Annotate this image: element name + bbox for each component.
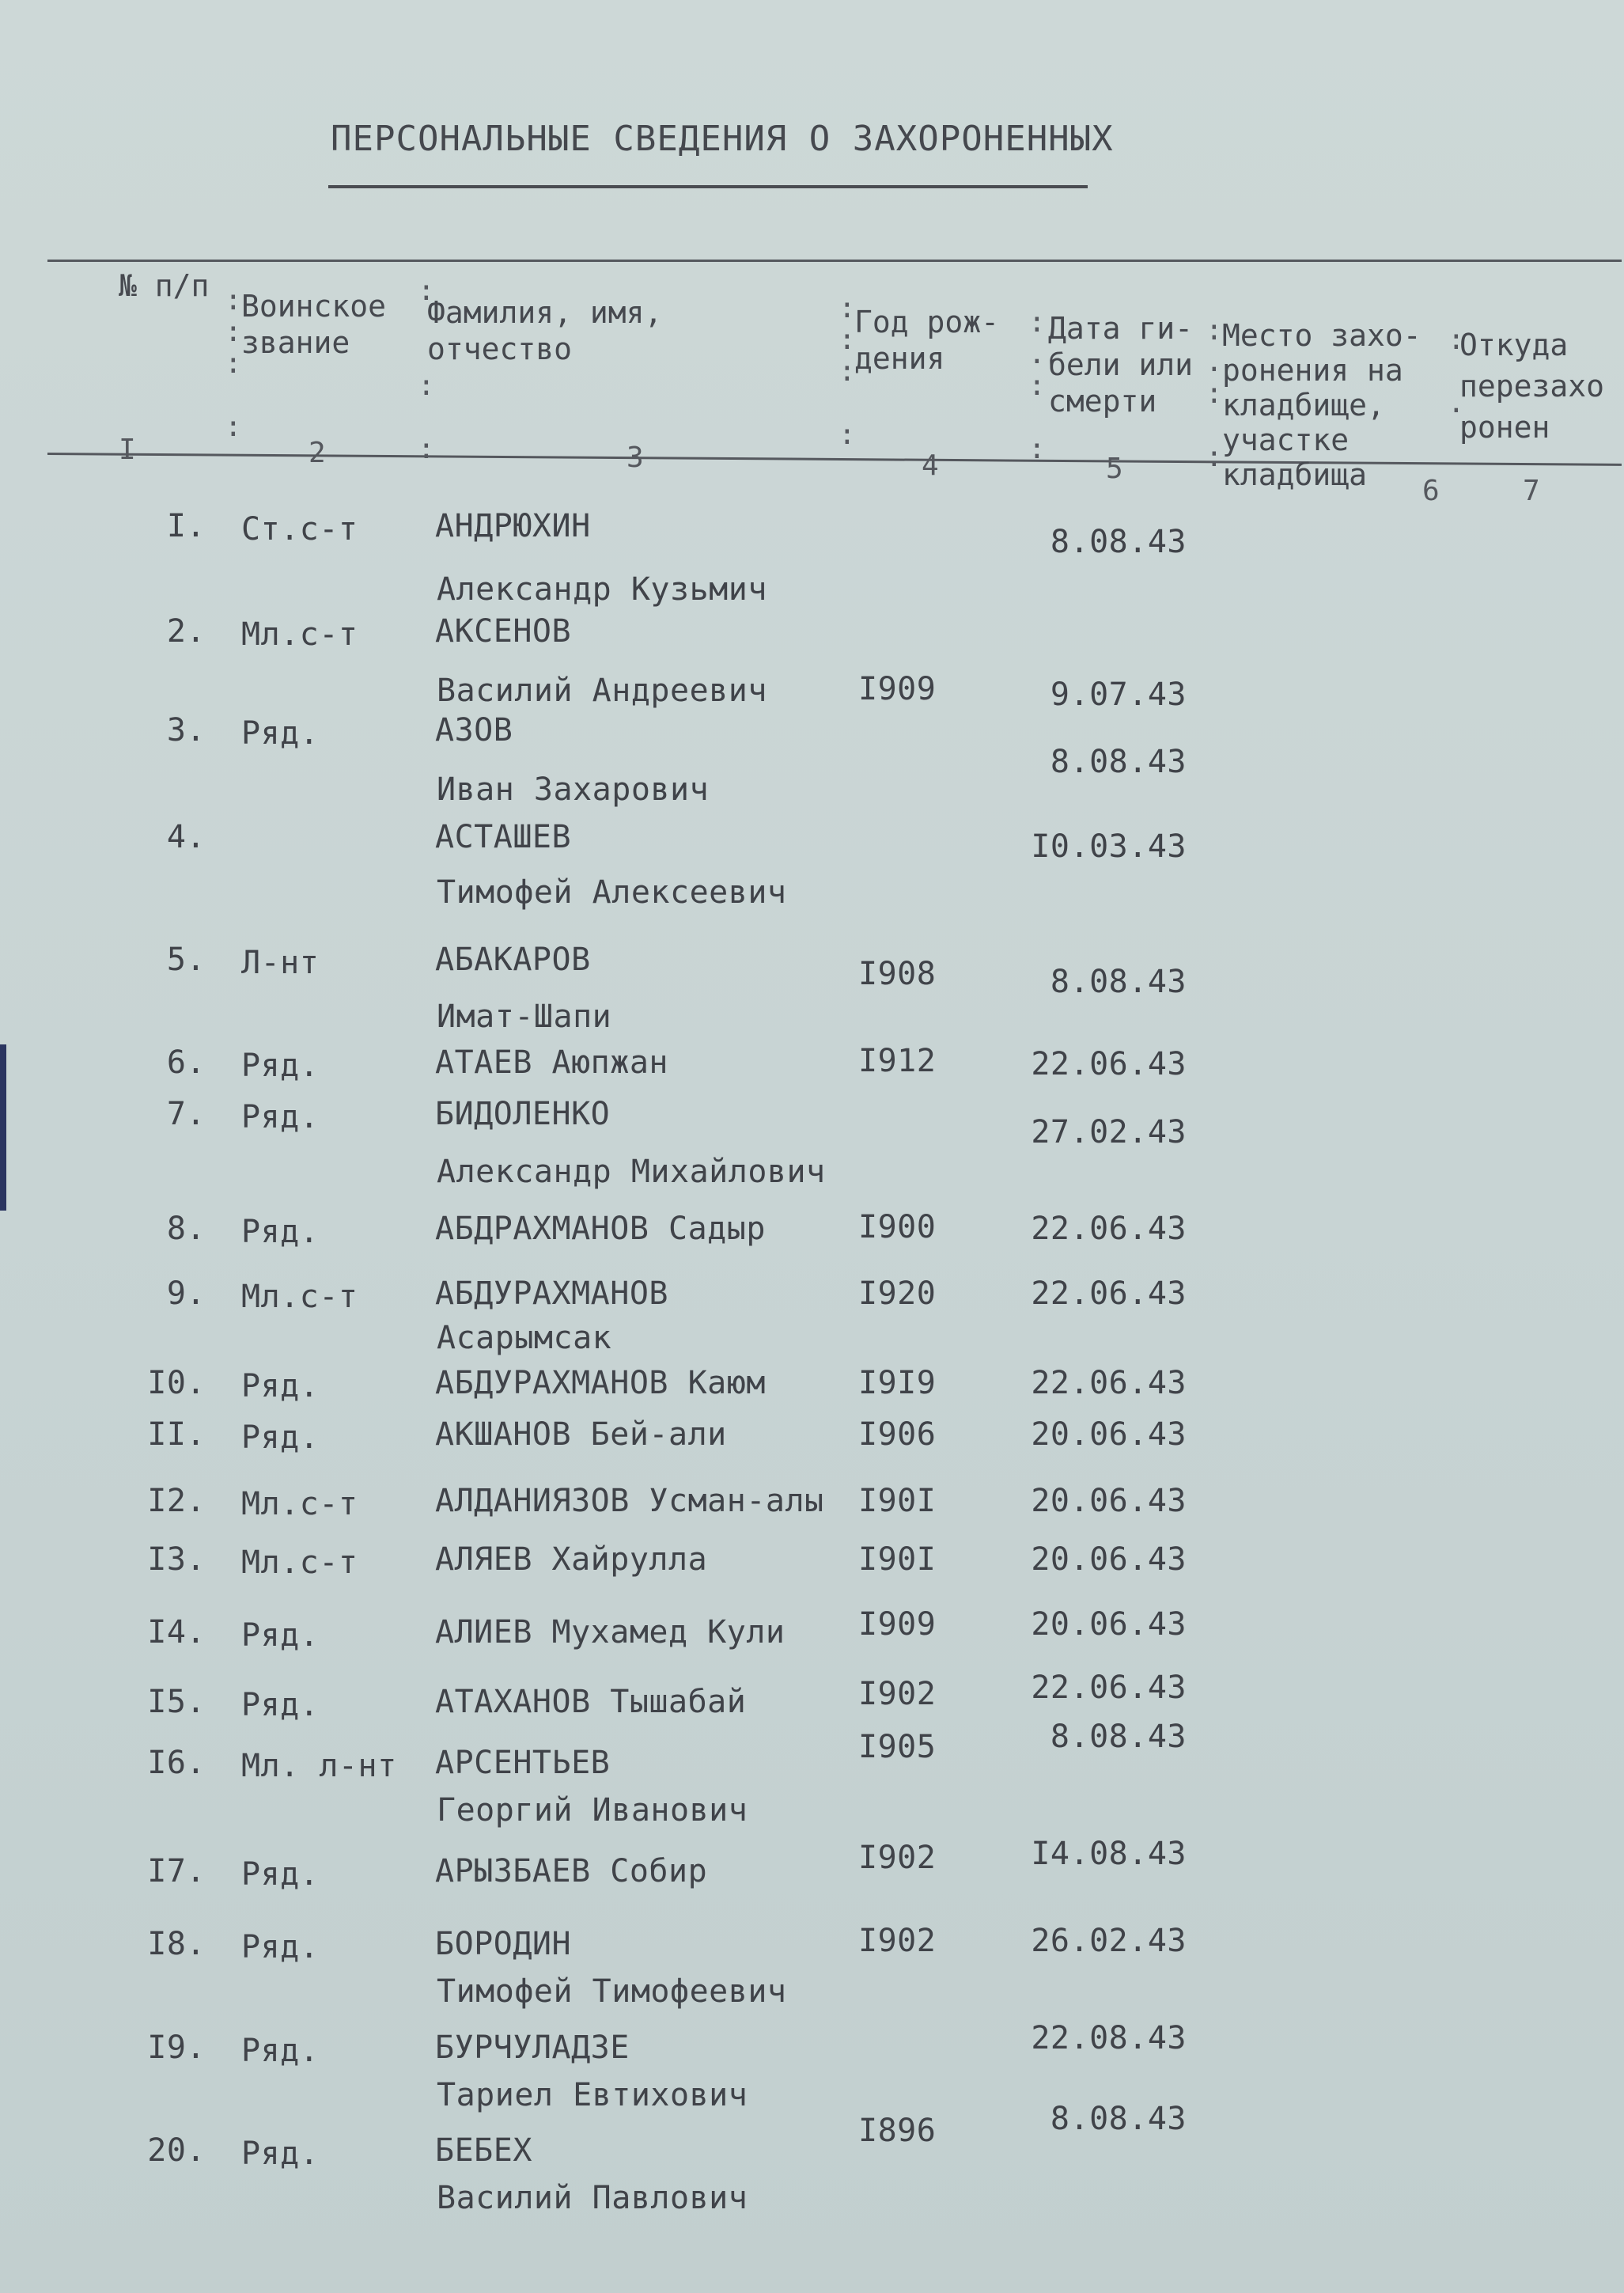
row-rank: Мл.с-т — [241, 616, 358, 653]
row-death-date: 20.06.43 — [1031, 1416, 1187, 1453]
header-colnum-6: 6 — [1422, 475, 1440, 507]
header-separator: : : : : — [225, 284, 242, 443]
row-surname: АЛЯЕВ Хайрулла — [435, 1541, 708, 1578]
header-colnum-1: I — [119, 434, 136, 466]
row-rank: Ряд. — [241, 2033, 320, 2069]
header-separator: : : : : — [838, 292, 856, 451]
header-separator: : . : : — [1206, 314, 1223, 473]
row-number: 3. — [166, 712, 206, 749]
margin-ink-mark — [0, 1044, 6, 1211]
row-number: I8. — [147, 1926, 206, 1962]
row-number: 2. — [166, 613, 206, 650]
row-number: 9. — [166, 1275, 206, 1312]
header-colnum-2: 2 — [309, 437, 326, 469]
row-rank: Ряд. — [241, 1368, 320, 1404]
header-colnum-7: 7 — [1523, 475, 1540, 507]
row-death-date: 26.02.43 — [1031, 1923, 1187, 1959]
row-birth-year: I909 — [858, 1606, 937, 1643]
row-death-date: 22.06.43 — [1031, 1211, 1187, 1247]
row-surname: АБДРАХМАНОВ Садыр — [435, 1211, 766, 1247]
row-number: I0. — [147, 1365, 206, 1401]
row-surname: АРЫЗБАЕВ Собир — [435, 1853, 708, 1889]
row-number: 5. — [166, 942, 206, 978]
row-birth-year: I902 — [858, 1676, 937, 1712]
row-given-names: Александр Кузьмич — [437, 571, 767, 608]
header-col-5: Дата ги- бели или смерти — [1048, 311, 1194, 419]
row-death-date: 8.08.43 — [1050, 2101, 1187, 2137]
row-death-date: 8.08.43 — [1050, 964, 1187, 1000]
row-birth-year: I912 — [858, 1043, 937, 1079]
header-col-3: Фамилия, имя, отчество — [427, 295, 663, 366]
row-number: I9. — [147, 2030, 206, 2066]
row-rank: Ряд. — [241, 2136, 320, 2172]
row-given-names: Имат-Шапи — [437, 999, 612, 1035]
row-surname: АНДРЮХИН — [435, 508, 591, 544]
row-surname: АРСЕНТЬЕВ — [435, 1745, 611, 1781]
row-birth-year: I920 — [858, 1275, 937, 1312]
row-surname: БУРЧУЛАДЗЕ — [435, 2030, 630, 2066]
row-death-date: I4.08.43 — [1031, 1836, 1187, 1872]
row-death-date: 22.08.43 — [1031, 2020, 1187, 2056]
row-given-names: Георгий Иванович — [437, 1792, 748, 1829]
row-surname: АБДУРАХМАНОВ — [435, 1275, 668, 1312]
row-number: I2. — [147, 1483, 206, 1519]
row-rank: Ряд. — [241, 1099, 320, 1135]
row-rank: Мл.с-т — [241, 1279, 358, 1315]
header-colnum-3: 3 — [627, 442, 644, 474]
row-rank: Мл.с-т — [241, 1486, 358, 1522]
row-given-names: Василий Павлович — [437, 2180, 748, 2216]
row-rank: Ряд. — [241, 1048, 320, 1084]
row-birth-year: I90I — [858, 1541, 937, 1578]
row-death-date: 22.06.43 — [1031, 1670, 1187, 1706]
row-death-date: 20.06.43 — [1031, 1541, 1187, 1578]
row-surname: БИДОЛЕНКО — [435, 1096, 611, 1132]
row-death-date: 8.08.43 — [1050, 1719, 1187, 1755]
row-surname: АКШАНОВ Бей-али — [435, 1416, 727, 1453]
row-number: 7. — [166, 1096, 206, 1132]
row-number: II. — [147, 1416, 206, 1453]
row-number: I4. — [147, 1614, 206, 1651]
row-number: I. — [166, 508, 206, 544]
row-rank: Ст.с-т — [241, 511, 358, 548]
row-rank: Ряд. — [241, 1929, 320, 1965]
row-given-names: Асарымсак — [437, 1320, 612, 1356]
row-number: 4. — [166, 819, 206, 855]
row-rank: Мл.с-т — [241, 1544, 358, 1581]
row-death-date: 9.07.43 — [1050, 677, 1187, 713]
header-col-4: Год рож- дения — [854, 305, 1000, 376]
header-separator: : . : : — [1028, 306, 1046, 465]
row-number: I6. — [147, 1745, 206, 1781]
row-surname: АЗОВ — [435, 712, 513, 749]
row-rank: Ряд. — [241, 1856, 320, 1893]
row-number: 8. — [166, 1211, 206, 1247]
row-given-names: Тимофей Алексеевич — [437, 874, 787, 911]
row-number: I5. — [147, 1684, 206, 1720]
row-rank: Ряд. — [241, 1214, 320, 1250]
row-rank: Мл. л-нт — [241, 1748, 397, 1784]
row-birth-year: I9I9 — [858, 1365, 937, 1401]
title-underline — [328, 185, 1088, 188]
row-number: I3. — [147, 1541, 206, 1578]
row-death-date: 8.08.43 — [1050, 744, 1187, 780]
row-death-date: 22.06.43 — [1031, 1275, 1187, 1312]
row-number: 6. — [166, 1044, 206, 1081]
header-col-6: Место захо- ронения на кладбище, участке кладбища — [1222, 318, 1421, 492]
row-surname: БОРОДИН — [435, 1926, 572, 1962]
row-rank: Л-нт — [241, 945, 320, 981]
row-number: I7. — [147, 1853, 206, 1889]
row-birth-year: I905 — [858, 1729, 937, 1765]
row-rank: Ряд. — [241, 1419, 320, 1456]
row-rank: Ряд. — [241, 715, 320, 752]
header-top-rule — [47, 260, 1622, 262]
header-separator: : . — [1448, 324, 1465, 419]
row-rank: Ряд. — [241, 1617, 320, 1654]
row-given-names: Тариел Евтихович — [437, 2077, 748, 2113]
row-birth-year: I908 — [858, 956, 937, 992]
row-death-date: 22.06.43 — [1031, 1046, 1187, 1082]
row-birth-year: I902 — [858, 1840, 937, 1876]
header-col-1: № п/п — [119, 268, 210, 303]
row-death-date: 22.06.43 — [1031, 1365, 1187, 1401]
header-colnum-4: 4 — [922, 449, 939, 482]
row-birth-year: I906 — [858, 1416, 937, 1453]
document-title: ПЕРСОНАЛЬНЫЕ СВЕДЕНИЯ О ЗАХОРОНЕННЫХ — [331, 119, 1114, 159]
header-col-7: Откуда перезахо ронен — [1459, 328, 1605, 445]
row-death-date: 20.06.43 — [1031, 1606, 1187, 1643]
row-birth-year: I900 — [858, 1209, 937, 1245]
header-separator: : : : — [418, 275, 435, 465]
row-surname: АЛДАНИЯЗОВ Усман-алы — [435, 1483, 824, 1519]
row-surname: АТАХАНОВ Тышабай — [435, 1684, 747, 1720]
row-given-names: Тимофей Тимофеевич — [437, 1973, 787, 2010]
row-death-date: I0.03.43 — [1031, 828, 1187, 865]
row-surname: БЕБЕХ — [435, 2132, 532, 2169]
row-surname: АЛИЕВ Мухамед Кули — [435, 1614, 786, 1651]
row-given-names: Александр Михайлович — [437, 1154, 826, 1190]
row-given-names: Иван Захарович — [437, 771, 710, 808]
row-surname: АТАЕВ Аюпжан — [435, 1044, 668, 1081]
row-birth-year: I896 — [858, 2113, 937, 2149]
row-birth-year: I909 — [858, 671, 937, 707]
header-col-2: Воинское звание — [241, 289, 387, 360]
row-surname: АСТАШЕВ — [435, 819, 572, 855]
row-death-date: 8.08.43 — [1050, 524, 1187, 560]
row-surname: АКСЕНОВ — [435, 613, 572, 650]
row-rank: Ряд. — [241, 1687, 320, 1723]
row-death-date: 20.06.43 — [1031, 1483, 1187, 1519]
row-birth-year: I902 — [858, 1923, 937, 1959]
row-death-date: 27.02.43 — [1031, 1114, 1187, 1150]
row-given-names: Василий Андреевич — [437, 673, 767, 709]
row-surname: АБДУРАХМАНОВ Каюм — [435, 1365, 766, 1401]
row-surname: АБАКАРОВ — [435, 942, 591, 978]
row-number: 20. — [147, 2132, 206, 2169]
row-birth-year: I90I — [858, 1483, 937, 1519]
header-colnum-5: 5 — [1106, 453, 1123, 485]
